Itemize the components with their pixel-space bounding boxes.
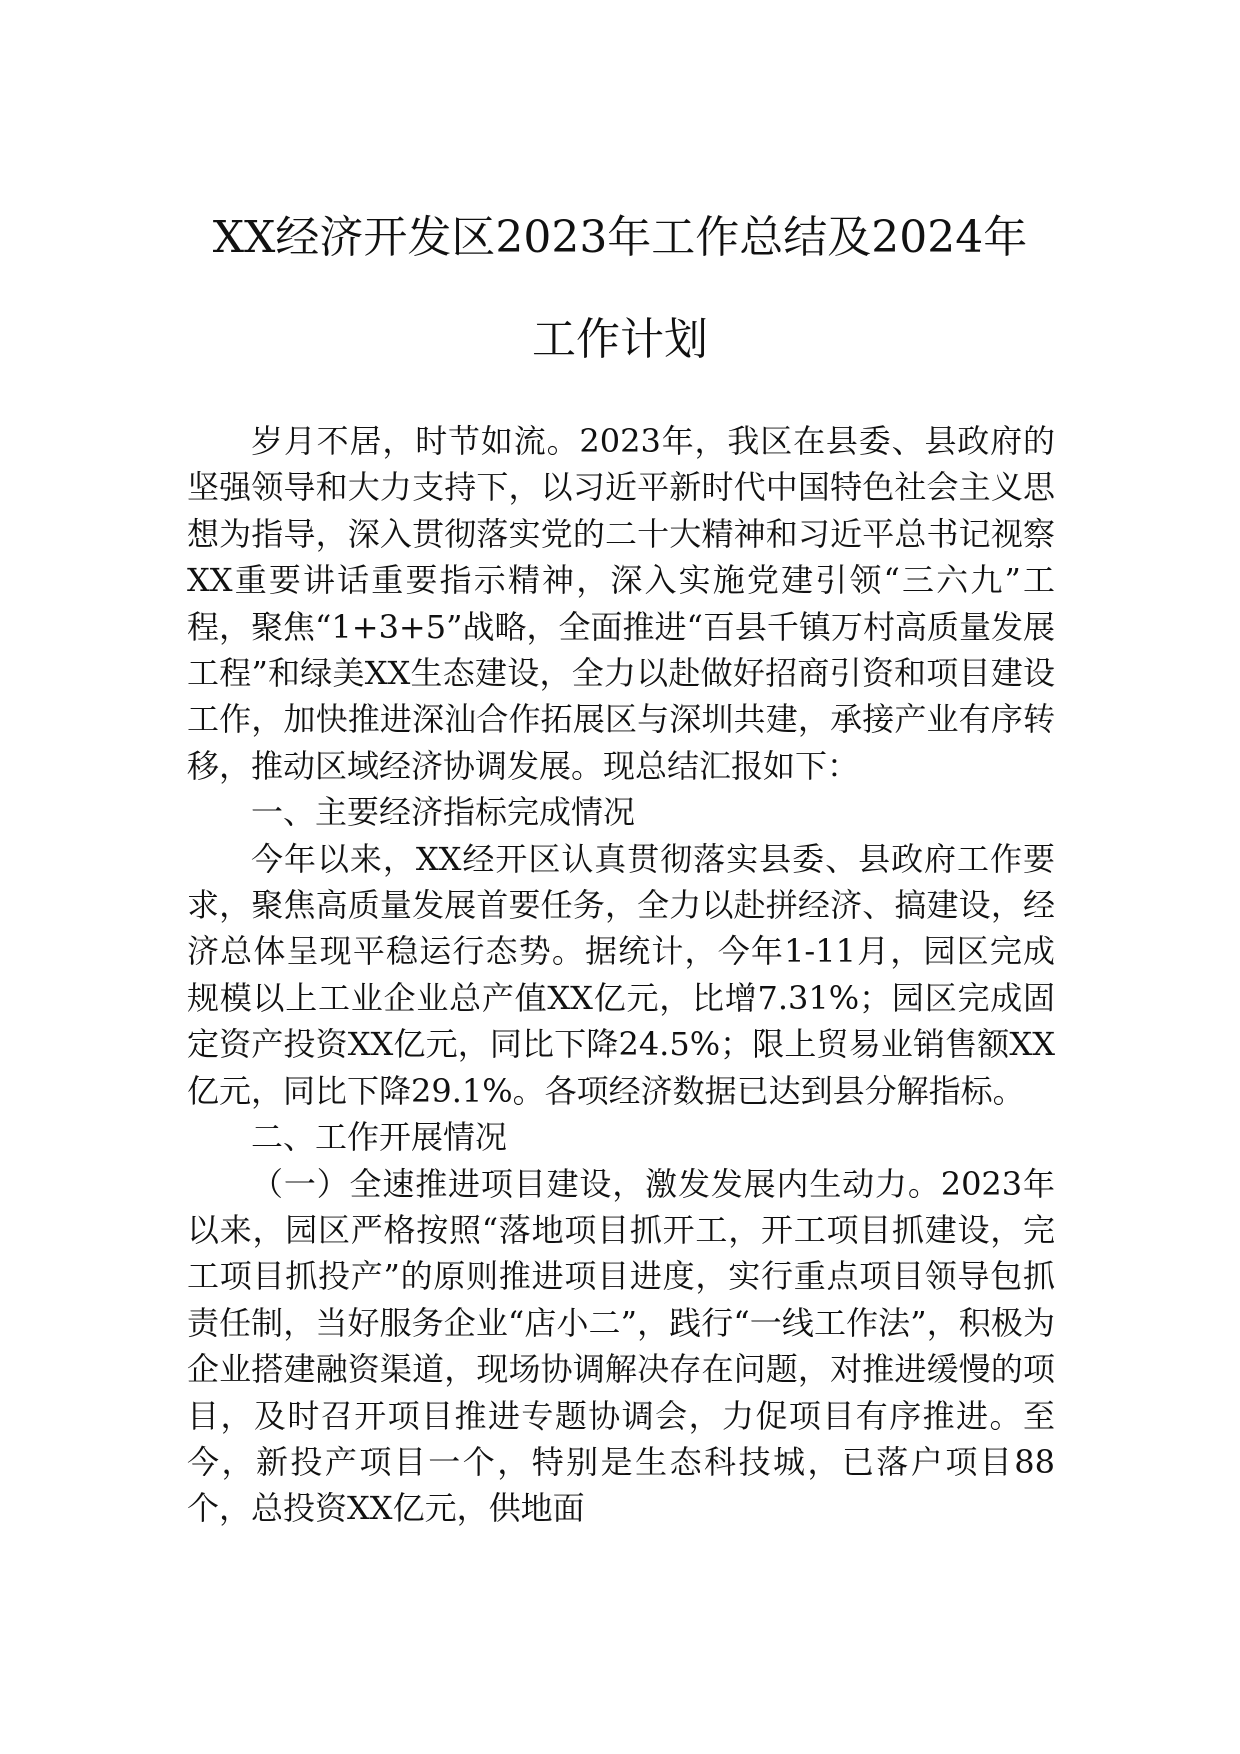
document-title-line-1: XX经济开发区2023年工作总结及2024年 xyxy=(212,212,1028,263)
intro-paragraph: 岁月不居，时节如流。2023年，我区在县委、县政府的坚强领导和大力支持下，以习近平新时代中国特色社会主义思想为指导，深入贯彻落实党的二十大精神和习近平总书记视察XX重要讲话重要指示精神，深入实施党建引领“三六九”工程，聚焦“1+3+5”战略，全面推进“百县千镇万村高质量发展工程”和绿美XX生态建设，全力以赴做好招商引资和项目建设工作，加快推进深汕合作拓展区与深圳共建，承接产业有序转移，推动区域经济协调发展。现总结汇报如下： xyxy=(187,422,1055,785)
section-heading-2: 二、工作开展情况 xyxy=(251,1118,508,1157)
document-title-line-2: 工作计划 xyxy=(532,314,708,365)
document-body xyxy=(187,418,1055,1532)
section-heading-1: 一、主要经济指标完成情况 xyxy=(251,793,636,832)
economic-indicators-paragraph: 今年以来，XX经开区认真贯彻落实县委、县政府工作要求，聚焦高质量发展首要任务，全力以赴拼经济、搞建设，经济总体呈现平稳运行态势。据统计，今年1-11月，园区完成规模以上工业企业总产值XX亿元，比增7.31%；园区完成固定资产投资XX亿元，同比下降24.5%；限上贸易业销售额XX亿元，同比下降29.1%。各项经济数据已达到县分解指标。 xyxy=(187,839,1055,1110)
project-construction-paragraph: （一）全速推进项目建设，激发发展内生动力。2023年以来，园区严格按照“落地项目抓开工，开工项目抓建设，完工项目抓投产”的原则推进项目进度，实行重点项目领导包抓责任制，当好服务企业“店小二”，践行“一线工作法”，积极为企业搭建融资渠道，现场协调解决存在问题，对推进缓慢的项目，及时召开项目推进专题协调会，力促项目有序推进。至今，新投产项目一个，特别是生态科技城，已落户项目88个，总投资XX亿元，供地面 xyxy=(187,1164,1055,1528)
